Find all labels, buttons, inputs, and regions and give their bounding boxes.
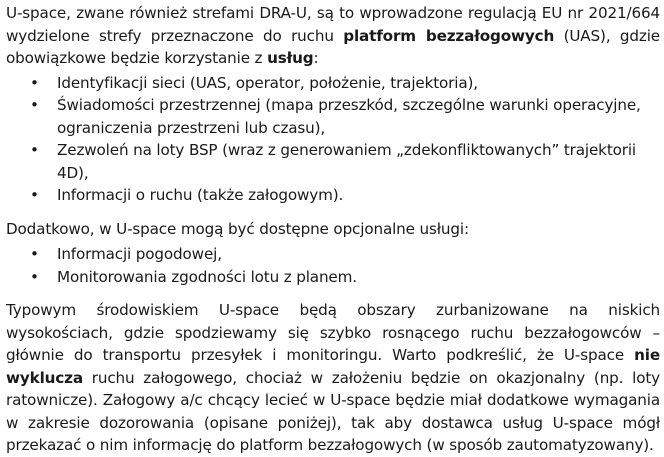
- intro-text-a: U-space, zwane również strefami DRA-U, są to wprowadzone regulacją EU nr 2021/664 wydzielone strefy przeznaczone do ruchu: [6, 4, 660, 45]
- list-item: • Monitorowania zgodności lotu z planem.: [6, 266, 660, 289]
- intro-text-c: :: [313, 49, 319, 67]
- intro-text-b: (UAS), gdzie obowiązkowe będzie korzystanie z: [6, 26, 660, 67]
- list-item: • Identyfikacji sieci (UAS, operator, położenie, trajektoria),: [6, 72, 660, 95]
- closing-paragraph: [6, 299, 660, 457]
- closing-text-b: ruchu załogowego, chociaż w założeniu będzie on okazjonalny (np. loty ratownicze). Załogowy a/c chcący lecieć w U-space będzie miał dodatkowe wymagania w zakresie dozorowania (opisane poniżej), tak aby dostawca usług U-space mógł przekazać o nim informację do platform bezzałogowych (w sposób zautomatyzowany).: [6, 368, 660, 454]
- optional-intro-paragraph: Dodatkowo, w U-space mogą być dostępne opcjonalne usługi:: [6, 219, 469, 238]
- intro-bold-services: usług: [267, 49, 314, 67]
- list-item: • Informacji pogodowej,: [6, 243, 660, 266]
- list-item: • Świadomości przestrzennej (mapa przeszkód, szczególne warunki operacyjne, ograniczenia przestrzeni lub czasu),: [6, 94, 660, 139]
- document-body: [0, 2, 664, 457]
- list-item: • Informacji o ruchu (także załogowym).: [6, 184, 660, 207]
- closing-bold-not-exclude: nie wyklucza: [6, 346, 660, 387]
- optional-services-list: [6, 243, 660, 288]
- closing-text-a: Typowym środowiskiem U-space będą obszary zurbanizowane na niskich wysokościach, gdzie spodziewamy się szybko rosnącego ruchu bezzałogowców – głównie do transportu przesyłek i monitoringu. Warto podkreślić, że U-space: [6, 301, 660, 364]
- services-list: [6, 72, 660, 207]
- intro-paragraph: [6, 2, 660, 70]
- intro-bold-platforms: platform bezzałogowych: [343, 26, 555, 45]
- list-item: • Zezwoleń na loty BSP (wraz z generowaniem „zdekonfliktowanych” trajektorii 4D),: [6, 139, 660, 184]
